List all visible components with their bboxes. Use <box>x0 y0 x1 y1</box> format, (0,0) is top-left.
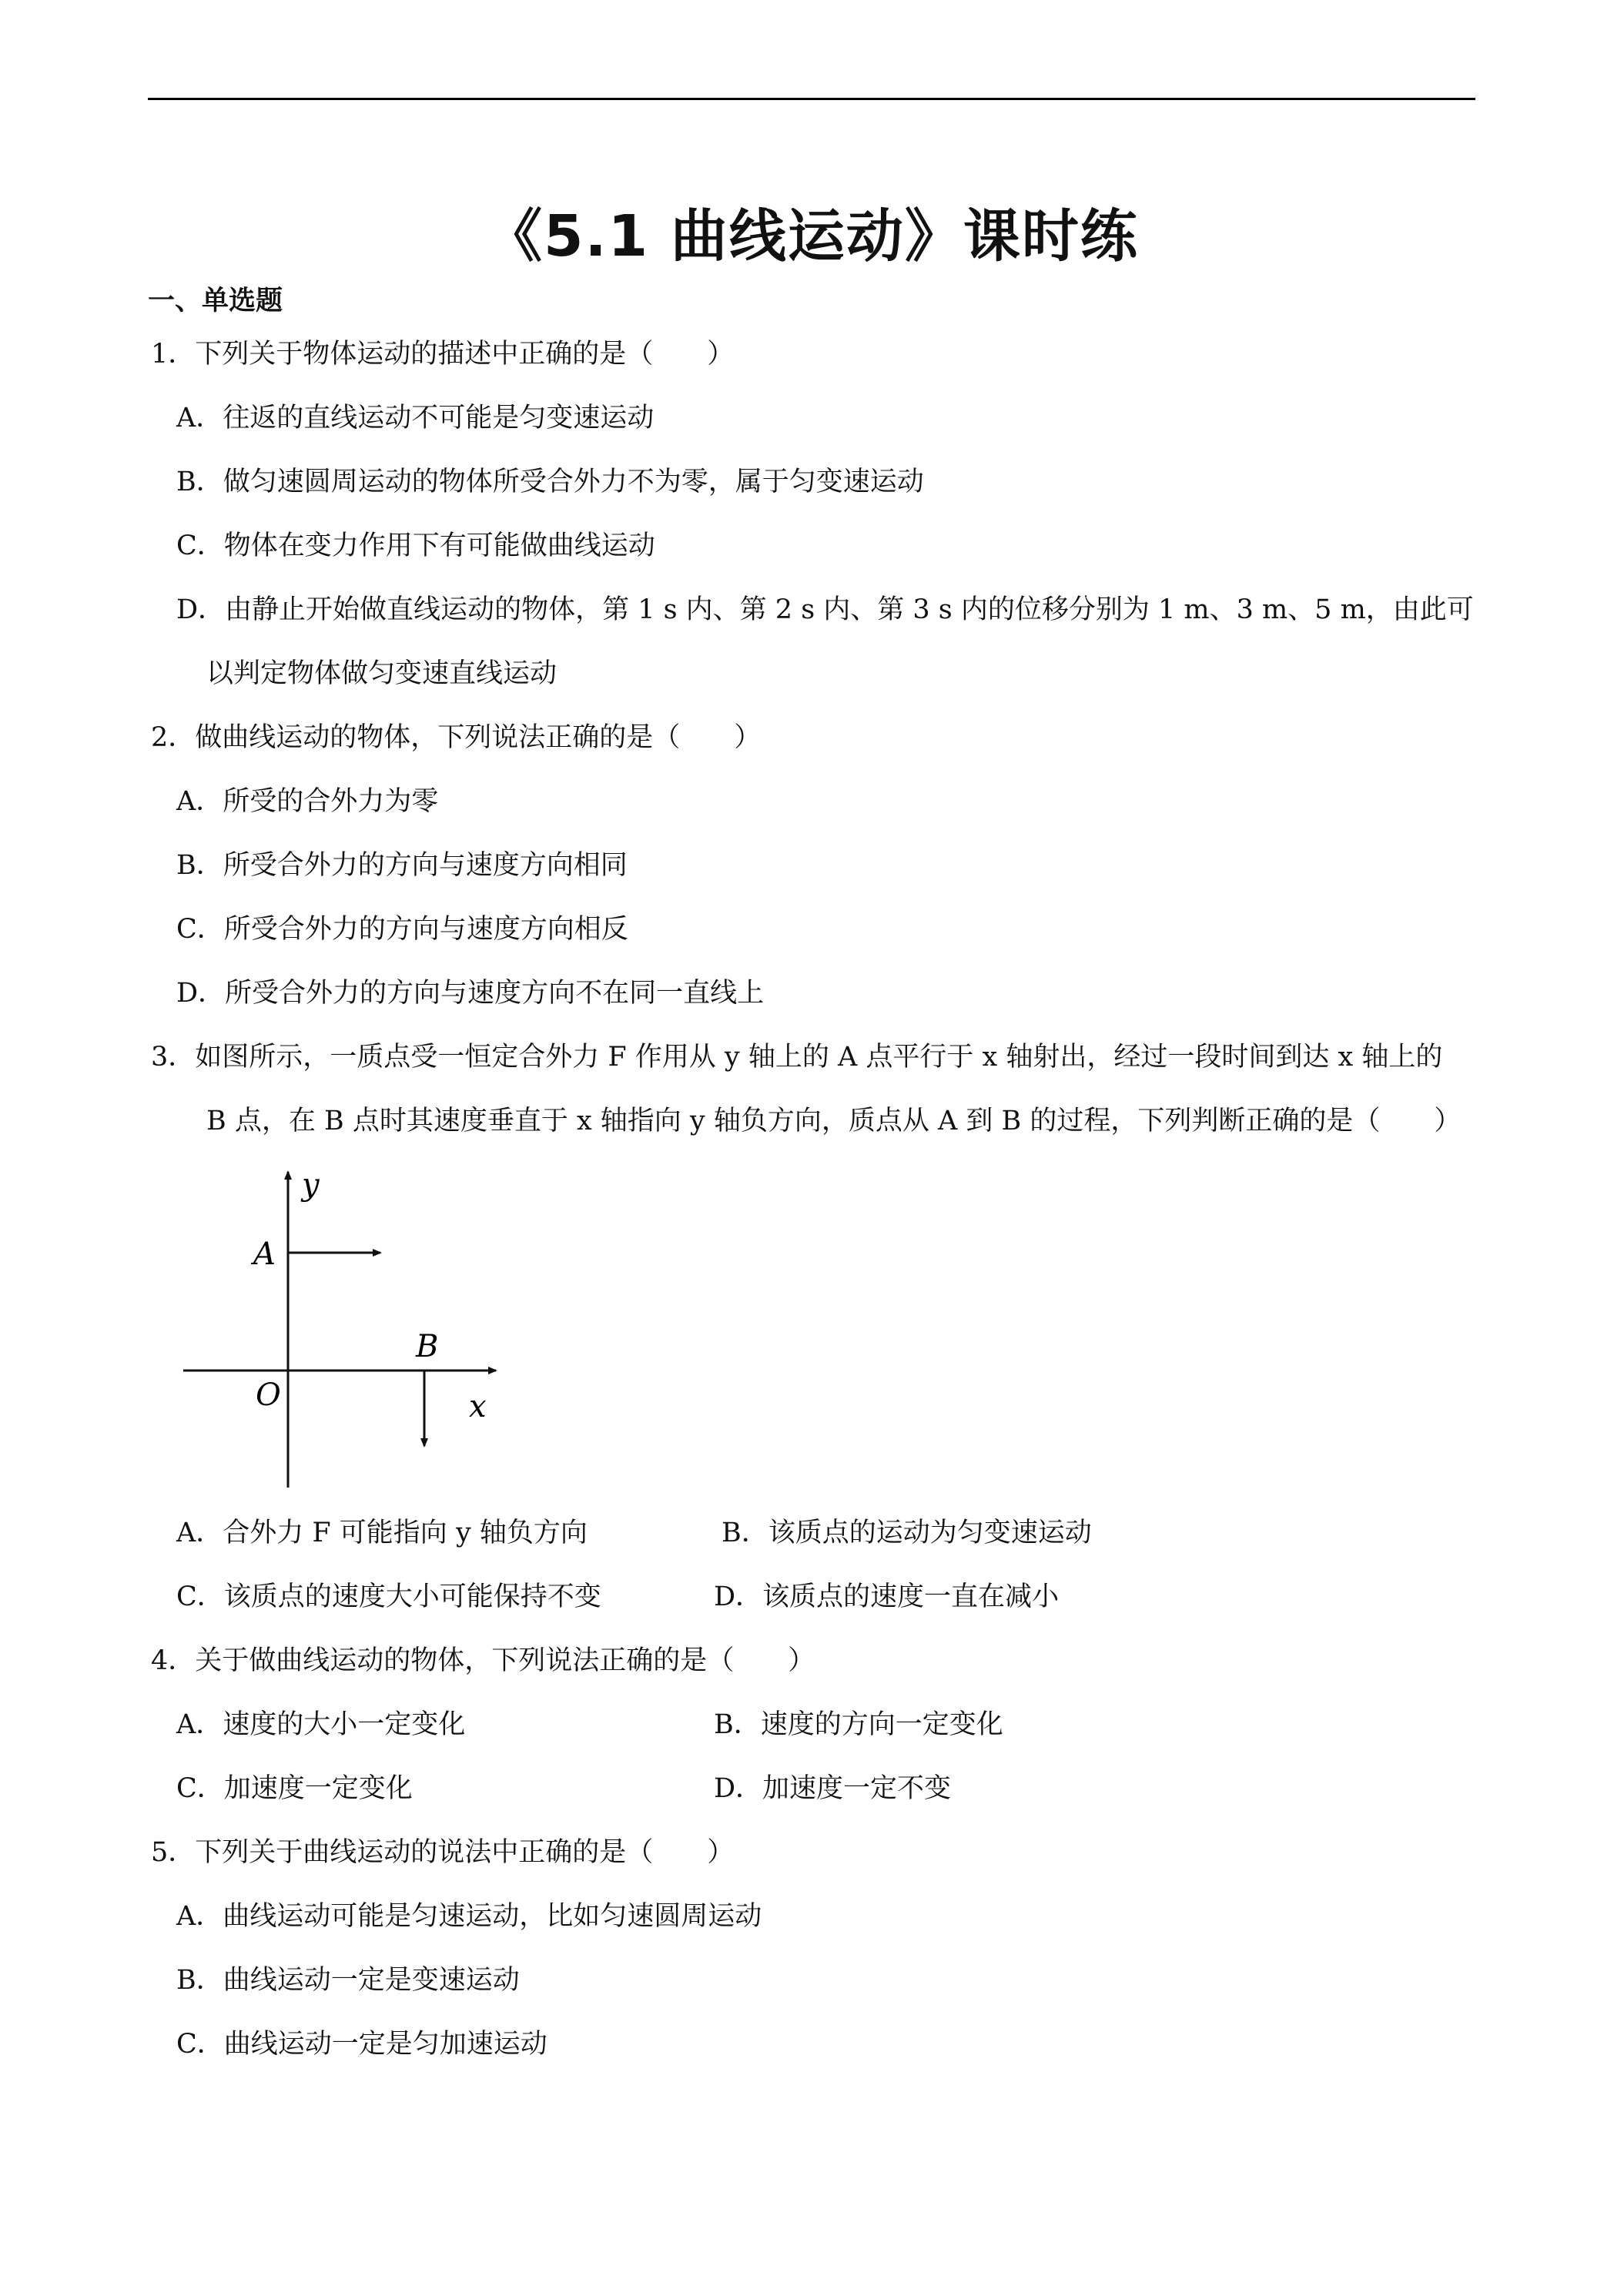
question-1-option-d-continued: 以判定物体做匀变速直线运动 <box>206 658 558 689</box>
question-4-stem: 4．关于做曲线运动的物体，下列说法正确的是（ ） <box>151 1645 815 1676</box>
page-title: 《5.1 曲线运动》课时练 <box>485 203 1139 269</box>
x-axis-label: x <box>469 1389 487 1424</box>
question-3-stem-continued: B 点，在 B 点时其速度垂直于 x 轴指向 y 轴负方向，质点从 A 到 B 的过程，下列判断正确的是（ ） <box>206 1106 1462 1136</box>
question-3-figure <box>174 1155 513 1494</box>
question-2-option-d: D．所受合外力的方向与速度方向不在同一直线上 <box>176 978 765 1009</box>
question-4-option-a: A．速度的大小一定变化 <box>176 1709 466 1740</box>
question-4-option-c: C．加速度一定变化 <box>176 1773 413 1804</box>
question-5-option-c: C．曲线运动一定是匀加速运动 <box>176 2029 547 2060</box>
point-b-label: B <box>416 1329 439 1364</box>
question-1-option-d: D．由静止开始做直线运动的物体，第 1 s 内、第 2 s 内、第 3 s 内的位移分别为 1 m、3 m、5 m，由此可 <box>176 594 1474 625</box>
question-3-stem: 3．如图所示，一质点受一恒定合外力 F 作用从 y 轴上的 A 点平行于 x 轴射出，经过一段时间到达 x 轴上的 <box>151 1042 1443 1073</box>
point-a-label: A <box>253 1237 276 1272</box>
origin-label: O <box>256 1377 281 1413</box>
question-4-option-b: B．速度的方向一定变化 <box>714 1709 1003 1740</box>
header-rule <box>148 98 1475 100</box>
question-1-option-c: C．物体在变力作用下有可能做曲线运动 <box>176 530 655 561</box>
question-5-option-b: B．曲线运动一定是变速运动 <box>176 1965 520 1996</box>
question-2-stem: 2．做曲线运动的物体，下列说法正确的是（ ） <box>151 722 762 753</box>
question-2-option-b: B．所受合外力的方向与速度方向相同 <box>176 850 628 881</box>
section-heading: 一、单选题 <box>148 286 283 316</box>
question-2-option-a: A．所受的合外力为零 <box>176 786 439 817</box>
question-1-option-b: B．做匀速圆周运动的物体所受合外力不为零，属于匀变速运动 <box>176 467 924 497</box>
question-2-option-c: C．所受合外力的方向与速度方向相反 <box>176 914 628 945</box>
question-3-option-a: A．合外力 F 可能指向 y 轴负方向 <box>176 1518 588 1548</box>
question-4-option-d: D．加速度一定不变 <box>714 1773 952 1804</box>
question-3-option-c: C．该质点的速度大小可能保持不变 <box>176 1581 601 1612</box>
question-5-stem: 5．下列关于曲线运动的说法中正确的是（ ） <box>151 1837 735 1868</box>
question-3-option-d: D．该质点的速度一直在减小 <box>714 1581 1060 1612</box>
y-axis-label: y <box>302 1167 320 1203</box>
question-1-option-a: A．往返的直线运动不可能是匀变速运动 <box>176 403 655 433</box>
coordinate-diagram <box>174 1155 513 1494</box>
question-1-stem: 1．下列关于物体运动的描述中正确的是（ ） <box>151 339 735 370</box>
question-5-option-a: A．曲线运动可能是匀速运动，比如匀速圆周运动 <box>176 1901 762 1932</box>
question-3-option-b: B．该质点的运动为匀变速运动 <box>722 1518 1092 1548</box>
